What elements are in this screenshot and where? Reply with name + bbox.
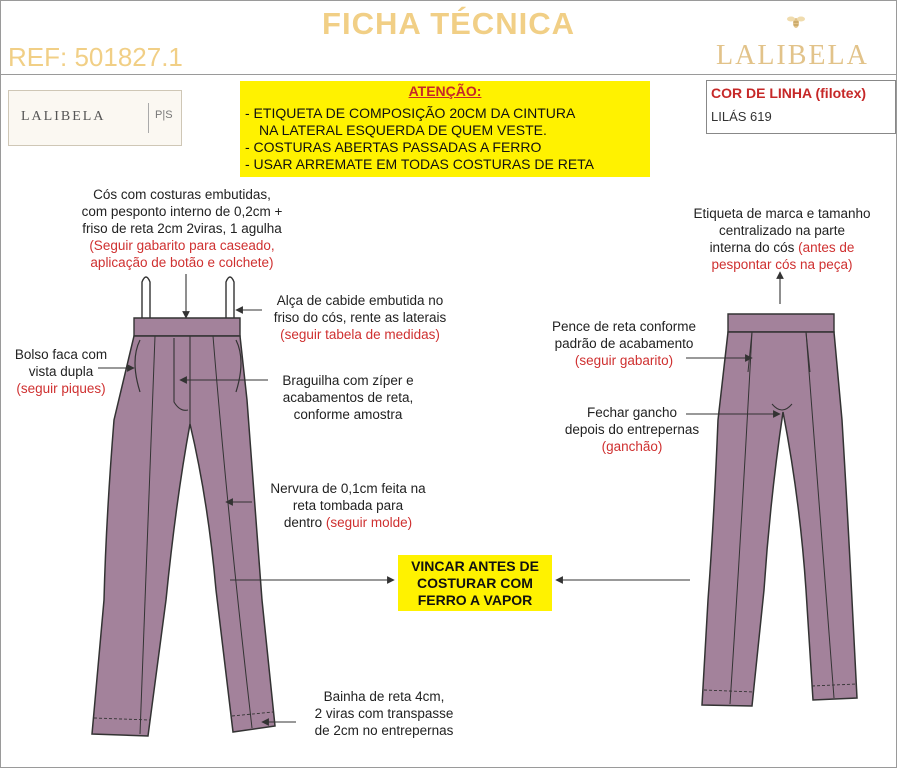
hanger-loop-right xyxy=(226,277,234,320)
waistband-note: Cós com costuras embutidas, com pesponto interno de 0,2cm + friso de reta 2cm 2viras, 1 agulha (Seguir gabarito para caseado, aplicação de botão e colchete) xyxy=(81,187,283,270)
brand-logo-header: LALIBELA xyxy=(716,40,869,71)
back-waistband xyxy=(728,314,834,332)
dart-note: Pence de reta conforme padrão de acabamento (seguir gabarito) xyxy=(551,319,697,368)
pressing-callout: VINCAR ANTES DE COSTURAR COM FERRO A VAPOR xyxy=(398,555,552,611)
hanger-note: Alça de cabide embutida no friso do cós, rente as laterais (seguir tabela de medidas) xyxy=(273,293,447,342)
brand-label-name: LALIBELA xyxy=(21,109,106,124)
back-pants-drawing xyxy=(702,314,857,706)
attention-line: - COSTURAS ABERTAS PASSADAS A FERRO xyxy=(245,139,542,155)
back-pants-body xyxy=(702,332,857,706)
crease-note: Nervura de 0,1cm feita na reta tombada para dentro (seguir molde) xyxy=(270,481,426,530)
hook-note: Fechar gancho depois do entrepernas (ganchão) xyxy=(564,405,700,454)
attention-line: - ETIQUETA DE COMPOSIÇÃO 20CM DA CINTURA xyxy=(245,105,576,121)
hanger-loop-left xyxy=(142,277,150,320)
brand-label-mark: P|S xyxy=(155,109,173,121)
brand-label-note: Etiqueta de marca e tamanho centralizado na parte interna do cós (antes de pespontar cós na peça) xyxy=(693,206,871,272)
attention-title: ATENÇÃO: xyxy=(408,83,482,99)
fly-note: Braguilha com zíper e acabamentos de reta, conforme amostra xyxy=(282,373,414,422)
page-title: FICHA TÉCNICA xyxy=(322,6,575,41)
attention-line: - USAR ARREMATE EM TODAS COSTURAS DE RETA xyxy=(245,156,595,172)
thread-color-value: LILÁS 619 xyxy=(711,109,772,124)
pocket-note: Bolso faca com vista dupla (seguir piques) xyxy=(14,347,108,396)
front-waistband xyxy=(134,318,240,336)
reference-code: REF: 501827.1 xyxy=(8,42,183,72)
front-pants-body xyxy=(92,336,275,736)
front-pants-drawing xyxy=(92,277,275,736)
hem-note: Bainha de reta 4cm, 2 viras com transpasse de 2cm no entrepernas xyxy=(314,689,454,738)
attention-line: NA LATERAL ESQUERDA DE QUEM VESTE. xyxy=(259,122,547,138)
thread-color-title: COR DE LINHA (filotex) xyxy=(711,85,867,101)
